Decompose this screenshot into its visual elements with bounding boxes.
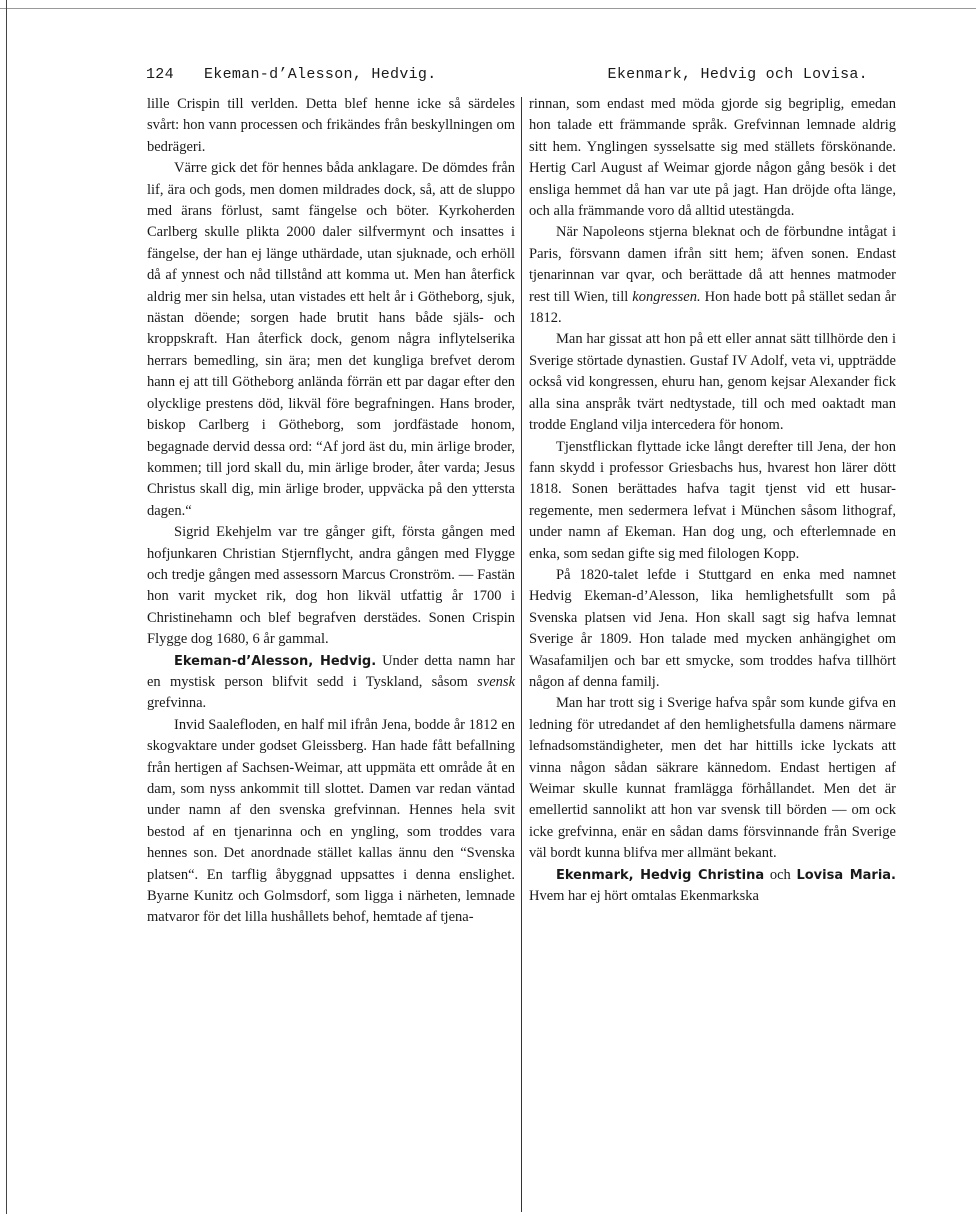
left-running-title: Ekeman-d’Alesson, Hedvig. — [204, 66, 437, 83]
paragraph: Tjenstflickan flyttade icke långt derefter till Jena, der hon fann skydd i professor Griesbachs hus, hvarest hon lärer dött 1818. Sonen berättades hafva tagit tjenst vid ett husar-regemente, men sedermera lefvat i München såsom lithograf, under namn af Ekeman. Han dog ung, och efterlemnade en enka, som sedan gifte sig med filologen Kopp. — [529, 438, 896, 562]
entry-headword: Ekeman-d’Alesson, Hedvig. — [174, 653, 377, 669]
emphasis: svensk — [477, 673, 515, 690]
running-header — [146, 66, 898, 88]
left-column — [147, 94, 515, 929]
paragraph: lille Crispin till verlden. Detta blef henne icke så särdeles svårt: hon vann processen och frikändes från beskyllningen om bedrägeri. — [147, 96, 515, 155]
entry-ekenmark: Ekenmark, Hedvig Christina och Lovisa Maria. Hvem har ej hört omtalas Ekenmarkska — [529, 866, 896, 905]
paragraph: Invid Saalefloden, en half mil ifrån Jena, bodde år 1812 en skogvaktare under godset Gleissberg. Han hade fått befallning från hertigen af Sachsen-Weimar, att uppmäta ett område åt en dam, som nyss ankommit till slottet. Damen var redan väntad under namn af den svenska grefvinnan. Hennes hela svit bestod af en tjenarinna och en yngling, som troddes vara hennes son. Det anordnade stället kallas ännu den “Svenska platsen“. En tarflig åbyggnad uppsattes i denna enslighet. Byarne Kunitz och Golmsdorf, som ligga i närheten, lemnade matvaror för det lilla hushållets behof, hemtade af tjena- — [147, 716, 515, 926]
paragraph: rinnan, som endast med möda gjorde sig begriplig, emedan hon talade ett främmande språk. Grefvinnan lemnade aldrig sitt hem. Ynglingen sysselsatte sig med ställets förskönande. Hertig Carl August af Weimar gjorde någon gång besök i det ensliga hemmet då han var ute på jagt. Han dröjde ofta länge, och alla främmande voro då alltid utestängda. — [529, 96, 896, 220]
right-column — [529, 94, 896, 907]
scan-top-edge — [0, 8, 976, 9]
entry-ekeman: Ekeman-d’Alesson, Hedvig. Under detta namn har en mystisk person blifvit sedd i Tyskland, såsom svensk grefvinna. — [147, 652, 515, 712]
paragraph: Värre gick det för hennes båda anklagare. De dömdes från lif, ära och gods, men domen mildrades dock, så, att de sluppo med ärans förlust, samt fängelse och böter. Kyrkoherden Carlberg skulle plikta 2000 daler silfvermynt och insattes i fängelse, der han ej länge uthärdade, utan sjuknade, och erhöll då af ynnest och nåd tillstånd att komma ut. Men han återfick aldrig mer sin helsa, utan vistades ett helt år i Götheborg, sjuk, nästan döende; sorgen hade brutit hans både själs- och kroppskraft. Han återfick dock, genom några inflytelserika herrars bemedling, sin ära; men det kungliga brefvet derom hann ej att till Götheborg anlända förrän ett par dagar efter den olycklige prestens död, likväl före begrafningen. Hans broder, biskop Carlberg i Götheborg, som jordfästade honom, begagnade dervid dessa ord: “Af jord äst du, min ärlige broder, kommen; till jord skall du, min ärlige broder, åter varda; Jesus Christus skall dig, min ärlige broder, uppväcka på den yttersta dagen.“ — [147, 160, 515, 519]
scan-left-edge — [6, 0, 7, 1214]
paragraph: På 1820-talet lefde i Stuttgard en enka med namnet Hedvig Ekeman-d’Alesson, lika hemlighetsfullt som på Svenska platsen vid Jena. Hon skall sagt sig hafva lemnat Sverige år 1809. Hon talade med mycken anhängighet om Wasafamiljen och bar ett smycke, som troddes hafva tillhört någon af denna familj. — [529, 566, 896, 690]
paragraph: Man har trott sig i Sverige hafva spår som kunde gifva en ledning för utredandet af den hemlighetsfulla damens närmare lefnadsomständigheter, men det har hittills icke lyckats att vinna någon sådan säkrare kännedom. Endast hertigen af Weimar skulle kunnat framlägga förhållandet. Men det är emellertid sannolikt att hon var svensk till börden — om ock icke grefvinna, enär en sådan dams försvinnande från Sverige väl bordt kunna blifva mer allmänt bekant. — [529, 695, 896, 862]
entry-headword: Lovisa Maria. — [796, 867, 896, 883]
emphasis: kongressen. — [632, 288, 701, 305]
page-number: 124 — [146, 66, 174, 83]
column-divider — [521, 97, 522, 1212]
paragraph: När Napoleons stjerna bleknat och de förbundne intågat i Paris, försvann damen ifrån sitt hem; äfven sonen. Endast tjenarinnan var qvar, och berättade då att hennes matmoder rest till Wien, till kongressen. Hon hade bott på stället sedan år 1812. — [529, 224, 896, 327]
paragraph: Man har gissat att hon på ett eller annat sätt tillhörde den i Sverige störtade dynastien. Gustaf IV Adolf, veta vi, uppträdde också vid kongressen, ehuru han, genom kejsar Alexander fick alla sina anspråk tvärt nedtystade, till och med oaktadt man trodde England vilja intercedera för honom. — [529, 331, 896, 434]
paragraph: Sigrid Ekehjelm var tre gånger gift, första gången med hofjunkaren Christian Stjernflycht, andra gången med Flygge och tredje gången med assessorn Marcus Cronström. — Fastän hon varit mycket rik, dog hon likväl utfattig år 1700 i Christinehamn och blef begrafven derstädes. Sonen Crispin Flygge dog 1680, 6 år gammal. — [147, 524, 515, 648]
right-running-title: Ekenmark, Hedvig och Lovisa. — [607, 66, 868, 83]
entry-headword: Ekenmark, Hedvig Christina — [556, 867, 765, 883]
